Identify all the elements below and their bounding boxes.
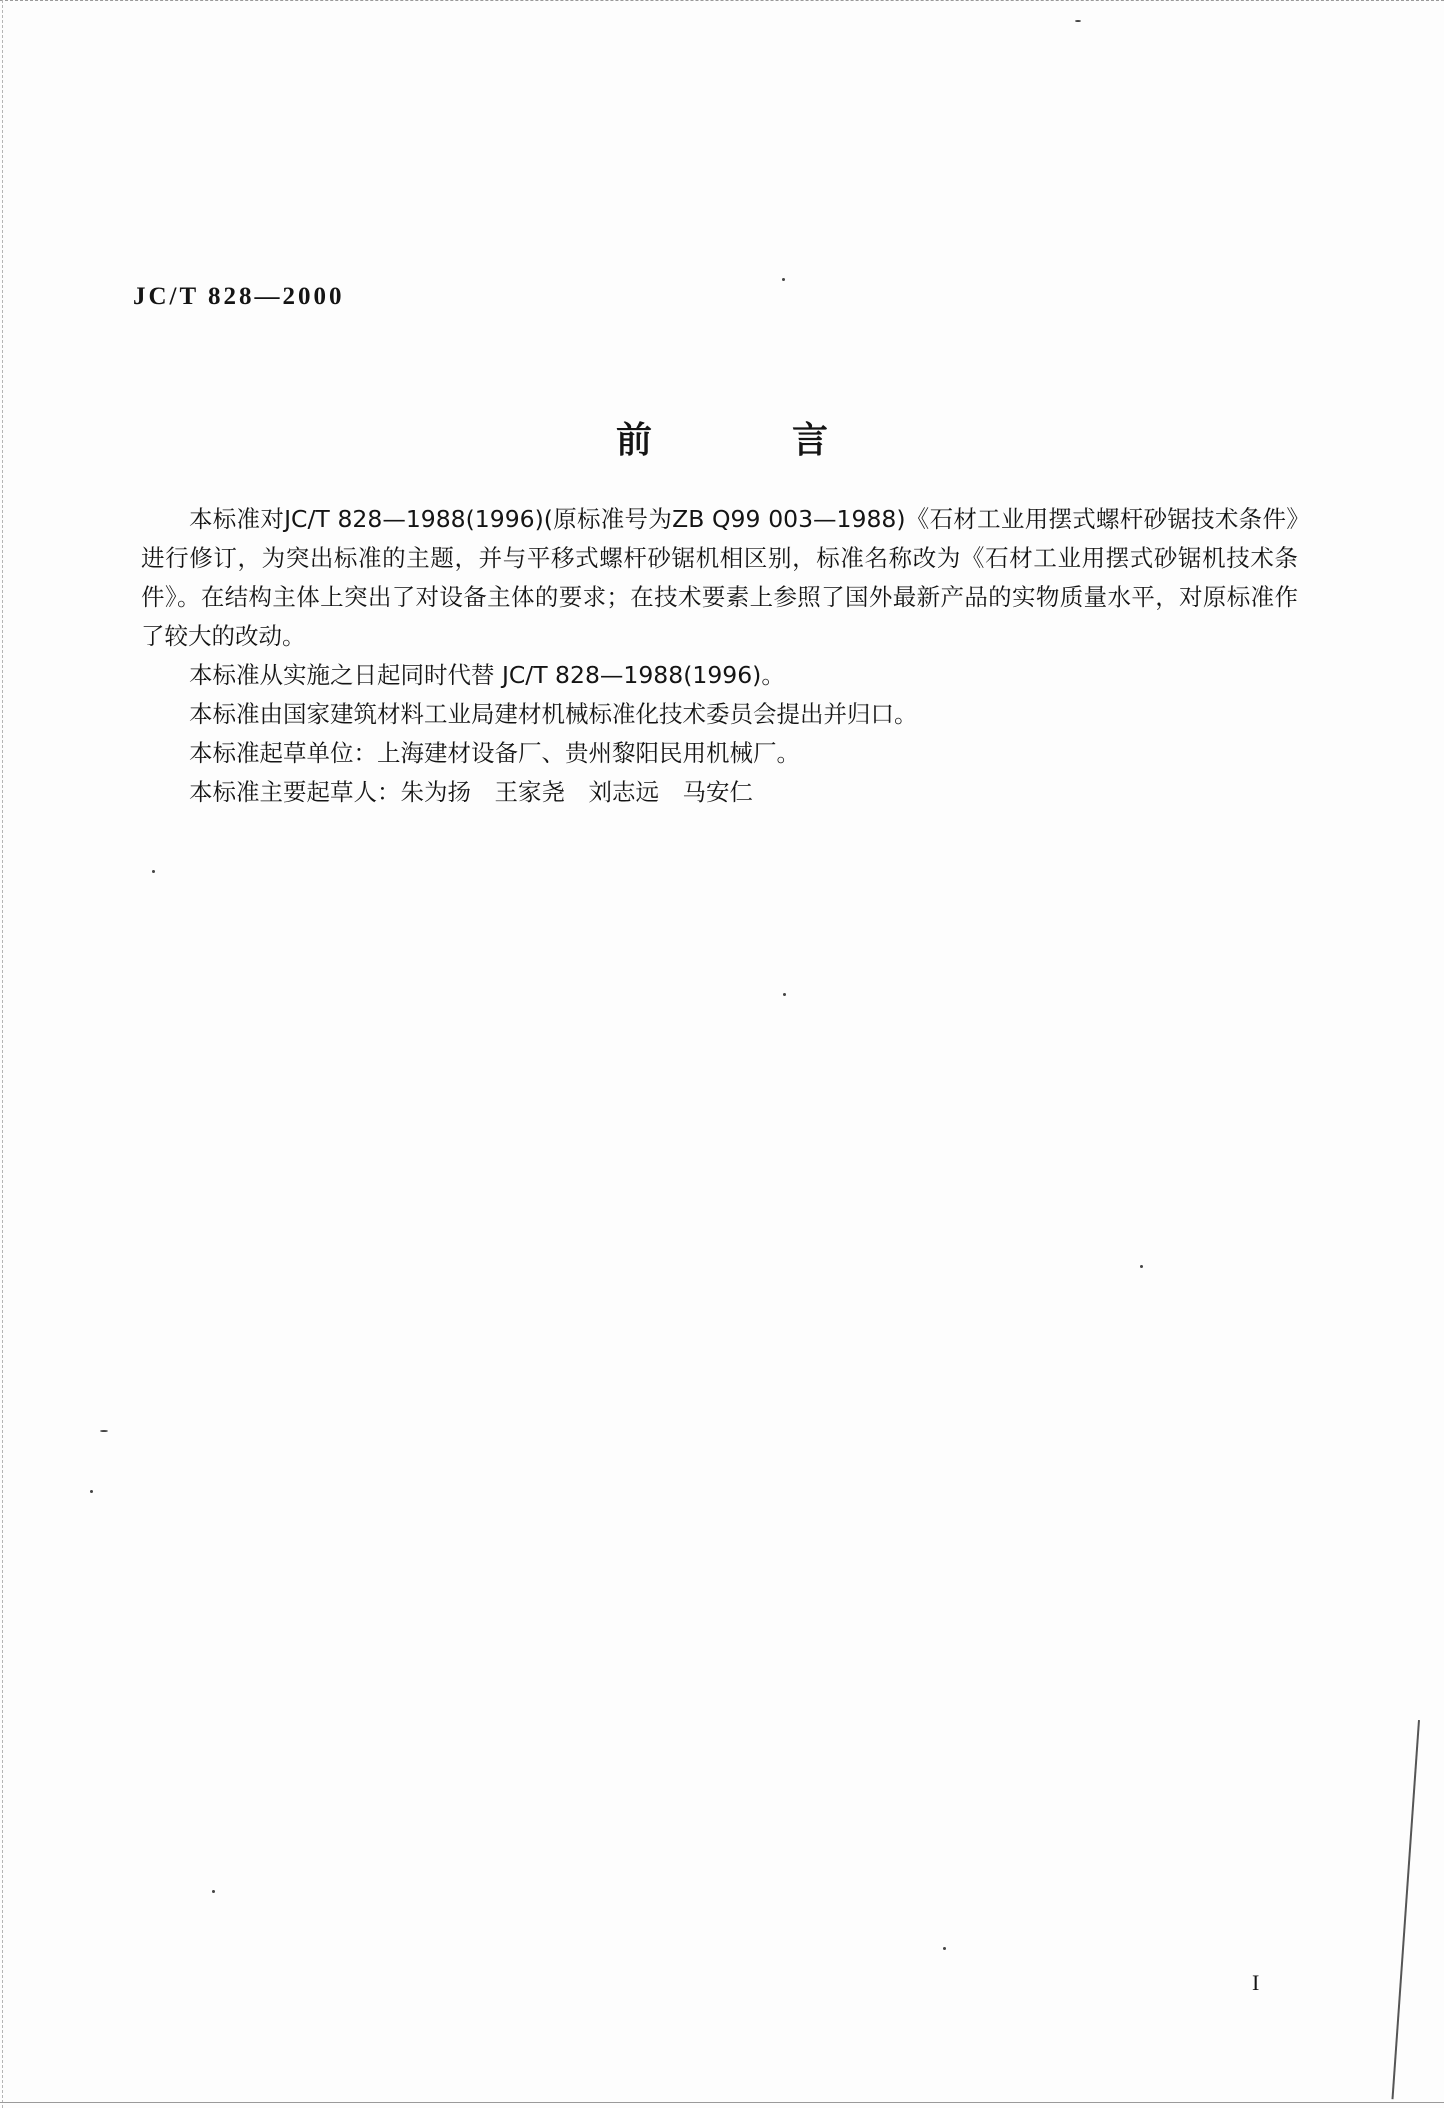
paragraph-drafting-units: 本标准起草单位：上海建材设备厂、贵州黎阳民用机械厂。 xyxy=(189,739,800,767)
scan-speck xyxy=(943,1947,946,1950)
scan-edge-left xyxy=(2,0,4,2108)
paragraph-proposer: 本标准由国家建筑材料工业局建材机械标准化技术委员会提出并归口。 xyxy=(189,700,918,728)
scan-speck xyxy=(1075,20,1081,22)
scan-speck xyxy=(782,278,785,281)
scan-edge-top xyxy=(0,0,1444,3)
paragraph-drafters: 本标准主要起草人：朱为扬 王家尧 刘志远 马安仁 xyxy=(189,778,753,806)
page-heading: 前言 xyxy=(615,420,968,461)
paragraph-replacement: 本标准从实施之日起同时代替 JC/T 828—1988(1996)。 xyxy=(189,661,785,689)
foreword-body xyxy=(141,500,1298,812)
scan-speck xyxy=(783,993,786,996)
scan-edge-bottom xyxy=(0,2102,1444,2104)
scan-edge-right xyxy=(1391,1720,1420,2099)
paragraph-revision: 本标准对JC/T 828—1988(1996)(原标准号为ZB Q99 003—1988)《石材工业用摆式螺杆砂锯技术条件》进行修订，为突出标准的主题，并与平移式螺杆砂锯机相区别，标准名称改为《石材工业用摆式砂锯机技术条件》。在结构主体上突出了对设备主体的要求；在技术要素上参照了国外最新产品的实物质量水平，对原标准作了较大的改动。 xyxy=(141,505,1298,650)
scan-speck xyxy=(212,1890,215,1893)
scan-speck xyxy=(100,1430,108,1432)
page-number: I xyxy=(1252,1970,1260,1995)
document-code: JC/T 828—2000 xyxy=(133,283,345,310)
scan-speck xyxy=(152,870,155,873)
scan-speck xyxy=(90,1490,93,1493)
scan-speck xyxy=(1140,1265,1143,1268)
